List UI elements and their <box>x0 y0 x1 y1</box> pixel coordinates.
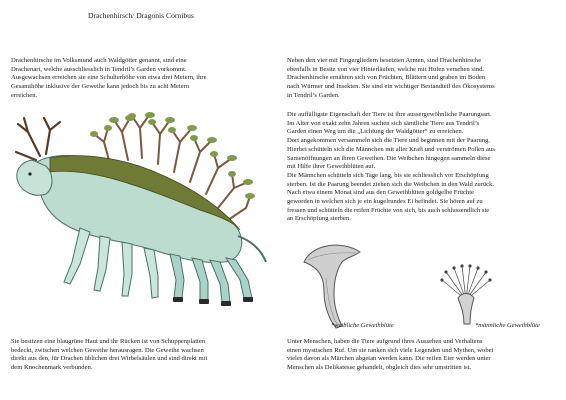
text-line: ebenfalls in Besitz von vier Hinterläufen, welche mit Hufen versehen sind. <box>287 65 485 73</box>
text-line: Garden einen Weg um die „Lichtung der Waldgötter“ zu erreichen. <box>287 128 464 136</box>
text-line: Dort angekommen versammeln sich die Tiere und beginnen mit der Paarung. <box>287 137 491 145</box>
text-line: Gesamthöhe inklusive der Geweihe kann jedoch bis zu acht Metern <box>11 83 190 91</box>
text-line: in Tendril’s Garden. <box>287 91 340 99</box>
text-line: an Erschöpfung sterben. <box>287 215 351 223</box>
text-line: Im Alter von exakt zehn Jahren suchen sich sämtliche Tiere aus Tendril’s <box>287 119 480 127</box>
text-line: einen mystischen Ruf. Um sie ranken sich viele Legenden und Mythen, wobei <box>287 346 494 354</box>
text-line: Hierbei schütteln sich die Männchen mit aller Kraft und verströmen Pollen aus <box>287 145 495 153</box>
text-line: Ausgewachsen erreichen sie eine Schulterhöhe von etwa drei Metern, ihre <box>11 74 207 82</box>
text-line: mit Hilfe ihrer Geweihblüten auf. <box>287 163 376 171</box>
eye <box>28 172 31 175</box>
male-blossom-illustration <box>436 262 496 326</box>
text-line: dem Knochenmark verbunden. <box>11 364 93 372</box>
female-blossom-illustration <box>298 238 368 330</box>
text-line: Die Männchen schütteln sich Tage lang, bis sie schliesslich vor Erschöpfung <box>287 171 489 179</box>
male-blossom-caption: *männliche Geweihblüte <box>475 322 540 329</box>
text-line: Drachenhirsche im Volksmund auch Waldgötter genannt, sind eine <box>11 57 187 64</box>
text-line: Nach etwa einem Monat sind aus den Geweihblüten goldgelbe Früchte <box>287 189 474 197</box>
mating-paragraph <box>287 111 495 224</box>
text-line: Unter Menschen, haben die Tiere aufgrund ihres Aussehen und Verhaltens <box>287 338 483 345</box>
text-line: geworden in welchen sich je ein kugelrundes Ei befindet. Sie hören auf zu <box>287 198 483 206</box>
intro-paragraph <box>11 57 207 101</box>
text-line: Drachenart, welche ausschliesslich in Tendril’s Garden vorkommt. <box>11 65 187 73</box>
hind-legs <box>170 254 252 302</box>
legends-paragraph <box>287 338 493 373</box>
hooves <box>173 297 253 306</box>
description-paragraph <box>11 338 207 373</box>
page-title: Drachenhirsch/ Dragonis Cornibus <box>88 11 194 20</box>
text-line: sterben. Ist die Paarung beendet ziehen sich die Weibchen in den Wald zurück. <box>287 180 495 188</box>
text-line: bedeckt, zwischen welchen Geweihe herausragen. Die Geweihe wachsen <box>11 346 204 354</box>
text-line: Samenöffnungen an ihren Geweihen. Die Weibchen hingegen sammeln diese <box>287 154 491 162</box>
text-line: erreichen. <box>11 91 38 99</box>
text-line: Drachenhirsche ernähren sich von Früchten, Blättern und graben im Boden <box>287 74 486 82</box>
text-line: Neben den vier mit Fingergliedern besetzten Armen, sind Drachenhirsche <box>287 57 482 64</box>
text-line: vieles davon als Märchen abgetan werden kann. Die reifen Eier werden unter <box>287 355 491 363</box>
text-line: Die auffälligste Eigenschaft der Tiere ist ihre aussergewöhnliche Paarungsart. <box>287 111 492 118</box>
text-line: fressen und schütteln die reifen Früchte von sich, bis auch schlussendlich sie <box>287 206 490 214</box>
anatomy-paragraph <box>287 57 495 101</box>
text-line: Menschen als Delikatesse gehandelt, obgleich dies sehr umstritten ist. <box>287 364 472 372</box>
female-blossom-caption: *weibliche Geweihblüte <box>331 322 394 329</box>
dragon-deer-illustration <box>10 112 272 312</box>
text-line: nach Würmer und Insekten. Sie sind ein wichtiger Bestandteil des Ökosystems <box>287 83 495 91</box>
text-line: direkt aus den, für Drachen üblichen drei Wirbelsäulen und sind direkt mit <box>11 355 208 363</box>
head-antlers <box>16 118 60 160</box>
text-line: Sie besitzen eine blaugrüne Haut und ihr Rücken ist von Schuppenplatten <box>11 338 206 345</box>
